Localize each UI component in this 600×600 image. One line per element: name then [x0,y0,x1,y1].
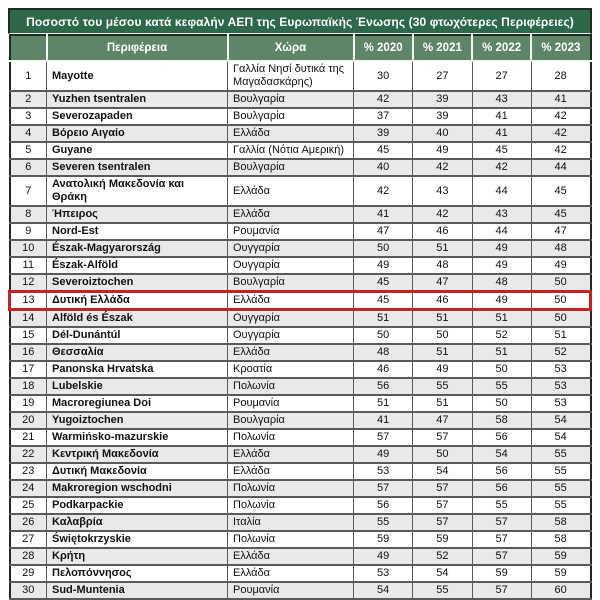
value-2021-cell: 57 [413,514,472,531]
value-2023-cell: 55 [531,480,590,497]
value-2021-cell: 40 [413,125,472,142]
value-2022-cell: 50 [472,361,531,378]
region-cell: Macroregiunea Doi [47,395,228,412]
value-2023-cell: 41 [531,91,590,108]
country-cell: Ελλάδα [228,463,354,480]
country-cell: Βουλγαρία [228,91,354,108]
value-2020-cell: 40 [354,159,413,176]
value-2021-cell: 51 [413,344,472,361]
value-2020-cell: 49 [354,548,413,565]
value-2021-cell: 57 [413,480,472,497]
value-2021-cell: 39 [413,108,472,125]
value-2021-cell: 55 [413,582,472,599]
region-cell: Lubelskie [47,378,228,395]
region-cell: Panonska Hrvatska [47,361,228,378]
country-cell: Γαλλία Νησί δυτικά της Μαγαδασκάρης) [228,61,354,91]
column-header-5: % 2022 [472,35,531,61]
value-2021-cell: 49 [413,361,472,378]
value-2020-cell: 50 [354,327,413,344]
rank-cell: 3 [10,108,47,125]
rank-cell: 15 [10,327,47,344]
country-cell: Ελλάδα [228,206,354,223]
value-2020-cell: 59 [354,531,413,548]
value-2023-cell: 42 [531,125,590,142]
table-title: Ποσοστό του μέσου κατά κεφαλήν ΑΕΠ της Ευρωπαϊκής Ένωσης (30 φτωχότερες Περιφέρειες) [8,8,592,34]
value-2022-cell: 44 [472,223,531,240]
region-cell: Δυτική Μακεδονία [47,463,228,480]
table-row [10,565,591,582]
value-2022-cell: 57 [472,582,531,599]
rank-cell: 23 [10,463,47,480]
value-2022-cell: 49 [472,292,531,310]
rank-cell: 27 [10,531,47,548]
value-2023-cell: 45 [531,206,590,223]
value-2023-cell: 53 [531,378,590,395]
table-row [10,91,591,108]
country-cell: Ουγγαρία [228,257,354,274]
table-row [10,142,591,159]
value-2021-cell: 59 [413,531,472,548]
rank-cell: 19 [10,395,47,412]
table-row [10,344,591,361]
table-row [10,310,591,328]
value-2022-cell: 55 [472,378,531,395]
value-2020-cell: 39 [354,125,413,142]
country-cell: Ρουμανία [228,395,354,412]
region-cell: Alföld és Észak [47,310,228,328]
country-cell: Ελλάδα [228,176,354,206]
table-header [10,35,591,61]
value-2021-cell: 57 [413,429,472,446]
rank-cell: 18 [10,378,47,395]
country-cell: Κροατία [228,361,354,378]
table-row [10,429,591,446]
rank-cell: 10 [10,240,47,257]
value-2020-cell: 49 [354,446,413,463]
rank-cell: 28 [10,548,47,565]
value-2020-cell: 30 [354,61,413,91]
value-2023-cell: 42 [531,142,590,159]
value-2020-cell: 55 [354,514,413,531]
region-cell: Κεντρική Μακεδονία [47,446,228,463]
country-cell: Ελλάδα [228,446,354,463]
country-cell: Πολωνία [228,497,354,514]
table-row [10,159,591,176]
region-cell: Βόρειο Αιγαίο [47,125,228,142]
rank-cell: 5 [10,142,47,159]
country-cell: Ελλάδα [228,548,354,565]
rank-cell: 24 [10,480,47,497]
rank-cell: 7 [10,176,47,206]
region-cell: Mayotte [47,61,228,91]
table-row [10,497,591,514]
value-2023-cell: 54 [531,429,590,446]
value-2021-cell: 54 [413,463,472,480]
region-cell: Nord-Est [47,223,228,240]
country-cell: Ρουμανία [228,223,354,240]
country-cell: Ελλάδα [228,565,354,582]
value-2020-cell: 56 [354,497,413,514]
value-2022-cell: 44 [472,176,531,206]
region-cell: Καλαβρία [47,514,228,531]
value-2022-cell: 56 [472,480,531,497]
value-2021-cell: 39 [413,91,472,108]
table-row [10,412,591,429]
region-cell: Sud-Muntenia [47,582,228,599]
value-2021-cell: 47 [413,412,472,429]
table-row [10,274,591,292]
value-2023-cell: 55 [531,497,590,514]
table-row-highlighted [10,292,591,310]
table-row [10,531,591,548]
value-2020-cell: 41 [354,206,413,223]
table-row [10,446,591,463]
value-2023-cell: 47 [531,223,590,240]
value-2021-cell: 55 [413,378,472,395]
column-header-6: % 2023 [531,35,590,61]
value-2020-cell: 57 [354,480,413,497]
table-row [10,61,591,91]
rank-cell: 9 [10,223,47,240]
value-2020-cell: 45 [354,292,413,310]
value-2022-cell: 56 [472,429,531,446]
header-row [10,35,591,61]
value-2021-cell: 42 [413,206,472,223]
value-2021-cell: 52 [413,548,472,565]
region-cell: Ήπειρος [47,206,228,223]
table-row [10,480,591,497]
column-header-4: % 2021 [413,35,472,61]
country-cell: Ελλάδα [228,292,354,310]
value-2021-cell: 57 [413,497,472,514]
country-cell: Βουλγαρία [228,412,354,429]
table-row [10,378,591,395]
value-2022-cell: 51 [472,310,531,328]
value-2022-cell: 42 [472,159,531,176]
value-2022-cell: 54 [472,446,531,463]
value-2022-cell: 27 [472,61,531,91]
country-cell: Πολωνία [228,480,354,497]
value-2022-cell: 43 [472,91,531,108]
value-2020-cell: 54 [354,582,413,599]
table-row [10,361,591,378]
value-2023-cell: 58 [531,531,590,548]
table-row [10,223,591,240]
rank-cell: 16 [10,344,47,361]
value-2023-cell: 53 [531,395,590,412]
value-2020-cell: 45 [354,142,413,159]
country-cell: Γαλλία (Νότια Αμερική) [228,142,354,159]
value-2023-cell: 51 [531,327,590,344]
rank-cell: 17 [10,361,47,378]
rank-cell: 30 [10,582,47,599]
table-row [10,108,591,125]
value-2023-cell: 54 [531,412,590,429]
country-cell: Ελλάδα [228,344,354,361]
value-2023-cell: 50 [531,292,590,310]
value-2023-cell: 48 [531,240,590,257]
value-2023-cell: 42 [531,108,590,125]
value-2023-cell: 55 [531,446,590,463]
value-2020-cell: 53 [354,565,413,582]
column-header-1: Περιφέρεια [47,35,228,61]
value-2021-cell: 27 [413,61,472,91]
rank-cell: 1 [10,61,47,91]
value-2021-cell: 50 [413,327,472,344]
value-2022-cell: 49 [472,257,531,274]
value-2022-cell: 59 [472,565,531,582]
value-2020-cell: 48 [354,344,413,361]
value-2021-cell: 48 [413,257,472,274]
table-row [10,176,591,206]
value-2023-cell: 49 [531,257,590,274]
rank-cell: 2 [10,91,47,108]
region-cell: Κρήτη [47,548,228,565]
region-cell: Észak-Magyarország [47,240,228,257]
country-cell: Πολωνία [228,531,354,548]
value-2020-cell: 46 [354,361,413,378]
country-cell: Βουλγαρία [228,108,354,125]
rank-cell: 6 [10,159,47,176]
table-row [10,240,591,257]
value-2022-cell: 57 [472,548,531,565]
table-row [10,395,591,412]
table-row [10,582,591,599]
value-2022-cell: 41 [472,108,531,125]
value-2022-cell: 55 [472,497,531,514]
value-2023-cell: 60 [531,582,590,599]
value-2021-cell: 54 [413,565,472,582]
rank-cell: 11 [10,257,47,274]
region-cell: Makroregion wschodni [47,480,228,497]
table-row [10,514,591,531]
column-header-0 [10,35,47,61]
region-cell: Podkarpackie [47,497,228,514]
value-2023-cell: 58 [531,514,590,531]
value-2021-cell: 50 [413,446,472,463]
value-2021-cell: 46 [413,292,472,310]
value-2021-cell: 47 [413,274,472,292]
rank-cell: 4 [10,125,47,142]
value-2023-cell: 52 [531,344,590,361]
value-2022-cell: 41 [472,125,531,142]
value-2020-cell: 37 [354,108,413,125]
region-cell: Yuzhen tsentralen [47,91,228,108]
region-cell: Severen tsentralen [47,159,228,176]
region-cell: Yugoiztochen [47,412,228,429]
table-row [10,125,591,142]
rank-cell: 21 [10,429,47,446]
country-cell: Βουλγαρία [228,159,354,176]
value-2021-cell: 42 [413,159,472,176]
value-2023-cell: 55 [531,463,590,480]
value-2023-cell: 45 [531,176,590,206]
rank-cell: 14 [10,310,47,328]
value-2023-cell: 59 [531,548,590,565]
gdp-table-panel [8,8,592,600]
country-cell: Βουλγαρία [228,274,354,292]
value-2022-cell: 48 [472,274,531,292]
gdp-table [8,34,592,600]
rank-cell: 12 [10,274,47,292]
table-body [10,61,591,599]
value-2023-cell: 44 [531,159,590,176]
column-header-3: % 2020 [354,35,413,61]
rank-cell: 25 [10,497,47,514]
table-row [10,327,591,344]
value-2021-cell: 43 [413,176,472,206]
value-2020-cell: 50 [354,240,413,257]
country-cell: Ουγγαρία [228,240,354,257]
table-row [10,206,591,223]
region-cell: Θεσσαλία [47,344,228,361]
value-2023-cell: 50 [531,274,590,292]
table-row [10,463,591,480]
region-cell: Warmińsko-mazurskie [47,429,228,446]
value-2022-cell: 52 [472,327,531,344]
region-cell: Ανατολική Μακεδονία και Θράκη [47,176,228,206]
country-cell: Ουγγαρία [228,310,354,328]
rank-cell: 13 [10,292,47,310]
value-2023-cell: 50 [531,310,590,328]
value-2020-cell: 41 [354,412,413,429]
table-row [10,257,591,274]
value-2021-cell: 51 [413,395,472,412]
value-2020-cell: 42 [354,91,413,108]
value-2020-cell: 51 [354,310,413,328]
region-cell: Severozapaden [47,108,228,125]
value-2023-cell: 28 [531,61,590,91]
value-2020-cell: 53 [354,463,413,480]
value-2022-cell: 57 [472,514,531,531]
country-cell: Πολωνία [228,378,354,395]
region-cell: Πελοπόννησος [47,565,228,582]
country-cell: Ιταλία [228,514,354,531]
value-2021-cell: 51 [413,310,472,328]
value-2021-cell: 46 [413,223,472,240]
value-2020-cell: 47 [354,223,413,240]
region-cell: Dél-Dunántúl [47,327,228,344]
rank-cell: 22 [10,446,47,463]
table-row [10,548,591,565]
value-2020-cell: 42 [354,176,413,206]
rank-cell: 8 [10,206,47,223]
value-2021-cell: 51 [413,240,472,257]
value-2021-cell: 49 [413,142,472,159]
value-2023-cell: 59 [531,565,590,582]
value-2023-cell: 53 [531,361,590,378]
value-2022-cell: 51 [472,344,531,361]
value-2020-cell: 56 [354,378,413,395]
value-2022-cell: 43 [472,206,531,223]
country-cell: Ρουμανία [228,582,354,599]
rank-cell: 26 [10,514,47,531]
region-cell: Severoiztochen [47,274,228,292]
column-header-2: Χώρα [228,35,354,61]
rank-cell: 29 [10,565,47,582]
country-cell: Πολωνία [228,429,354,446]
region-cell: Δυτική Ελλάδα [47,292,228,310]
value-2020-cell: 49 [354,257,413,274]
value-2020-cell: 45 [354,274,413,292]
value-2022-cell: 57 [472,531,531,548]
region-cell: Guyane [47,142,228,159]
country-cell: Ουγγαρία [228,327,354,344]
region-cell: Świętokrzyskie [47,531,228,548]
value-2020-cell: 57 [354,429,413,446]
value-2022-cell: 50 [472,395,531,412]
value-2022-cell: 58 [472,412,531,429]
value-2022-cell: 49 [472,240,531,257]
country-cell: Ελλάδα [228,125,354,142]
value-2022-cell: 56 [472,463,531,480]
region-cell: Észak-Alföld [47,257,228,274]
value-2022-cell: 45 [472,142,531,159]
rank-cell: 20 [10,412,47,429]
value-2020-cell: 51 [354,395,413,412]
